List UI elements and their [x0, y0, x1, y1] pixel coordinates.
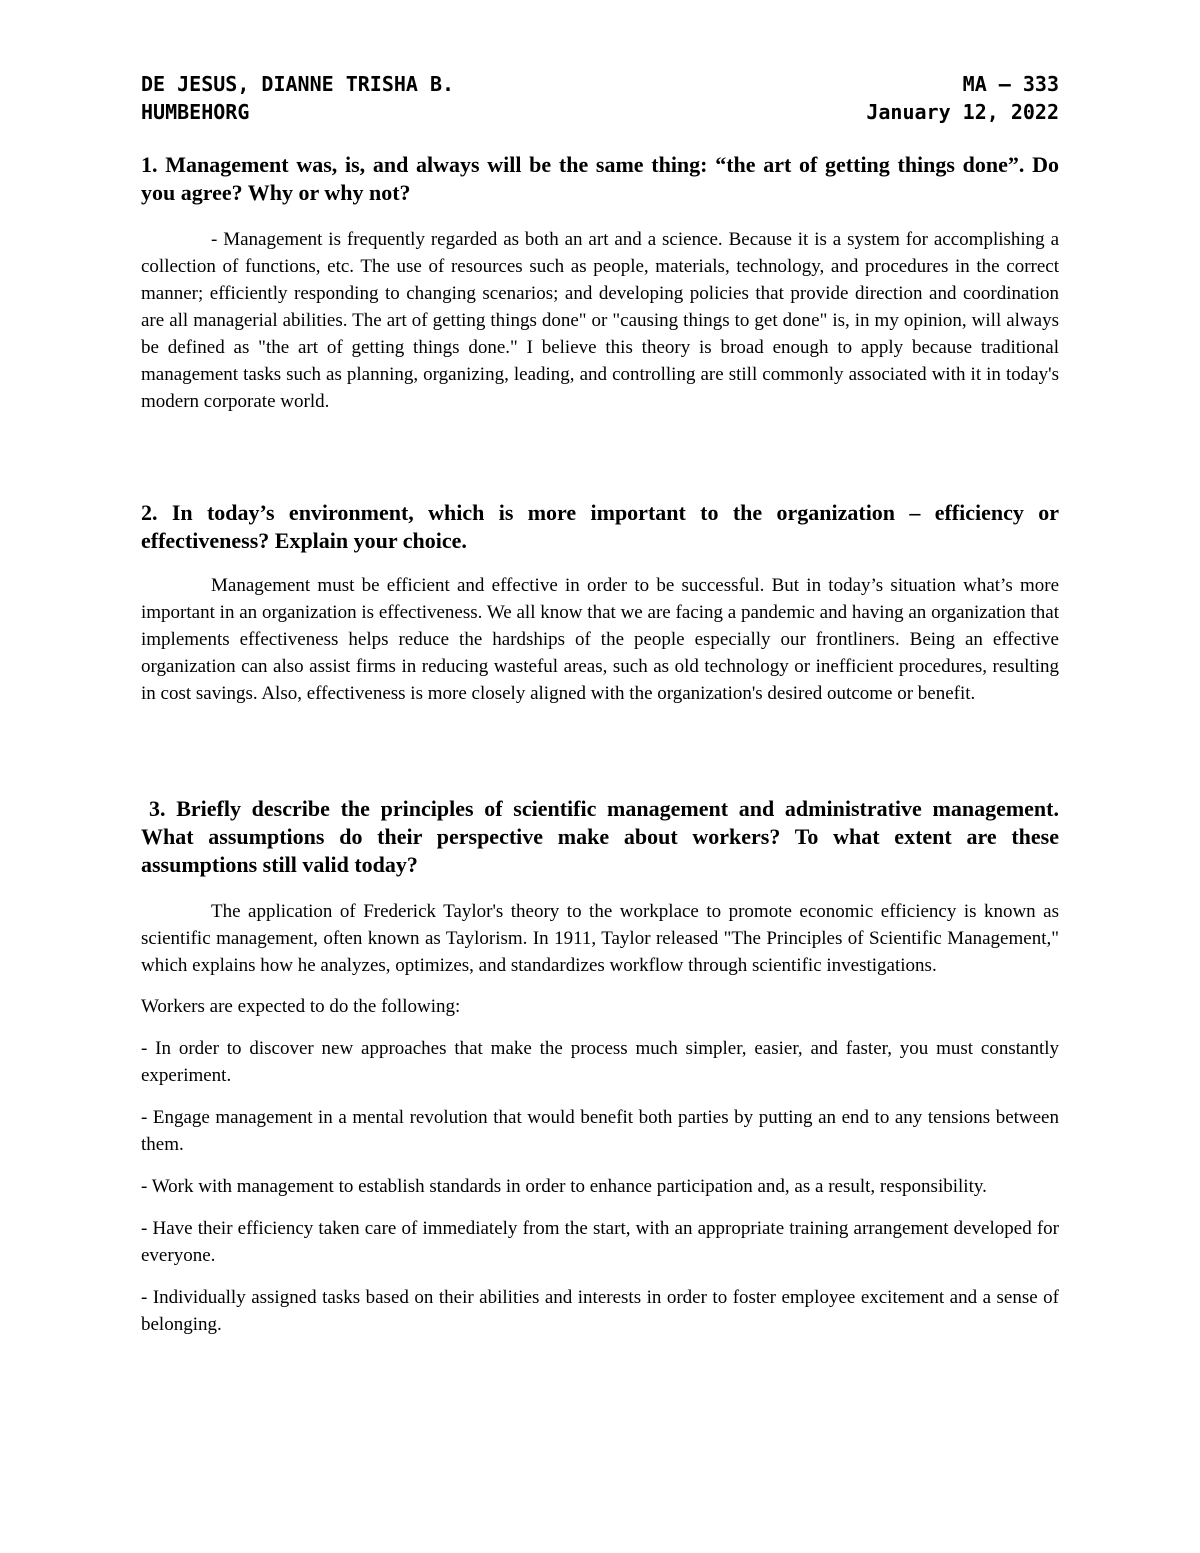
header-row-1 [141, 70, 1059, 98]
course-code: MA – 333 [962, 72, 1059, 96]
list-item: - Have their efficiency taken care of immediately from the start, with an appropriate training arrangement developed for everyone. [141, 1218, 1059, 1266]
document-date: January 12, 2022 [866, 100, 1059, 124]
section-1 [141, 151, 1059, 415]
section-3 [141, 795, 1059, 1338]
answer-3-paragraph: The application of Frederick Taylor's theory to the workplace to promote economic efficiency is known as scientific management, often known as Taylorism. In 1911, Taylor released "The Principles of Scientific Management," which explains how he analyzes, optimizes, and standardizes workflow through scientific investigations. [141, 901, 1059, 976]
section-2 [141, 499, 1059, 707]
list-item: - In order to discover new approaches that make the process much simpler, easier, and faster, you must constantly experiment. [141, 1038, 1059, 1086]
document-header [141, 70, 1059, 126]
answer-2-paragraph: Management must be efficient and effective in order to be successful. But in today’s situation what’s more important in an organization is effectiveness. We all know that we are facing a pandemic and having an organization that implements effectiveness helps reduce the hardships of the people especially our frontliners. Being an effective organization can also assist firms in reducing wasteful areas, such as old technology or inefficient procedures, resulting in cost savings. Also, effectiveness is more closely aligned with the organization's desired outcome or benefit. [141, 575, 1059, 704]
list-item: - Work with management to establish standards in order to enhance participation and, as a result, responsibility. [141, 1176, 987, 1197]
student-name: DE JESUS, DIANNE TRISHA B. [141, 72, 455, 96]
workers-intro: Workers are expected to do the following: [141, 996, 461, 1017]
header-row-2 [141, 98, 1059, 126]
question-1: 1. Management was, is, and always will be the same thing: “the art of getting things done”. Do you agree? Why or why not? [141, 152, 1059, 205]
section-name: HUMBEHORG [141, 100, 250, 124]
answer-1-paragraph: - Management is frequently regarded as both an art and a science. Because it is a system for accomplishing a collection of functions, etc. The use of resources such as people, materials, technology, and procedures in the correct manner; efficiently responding to changing scenarios; and developing policies that provide direction and coordination are all managerial abilities. The art of getting things done" or "causing things to get done" is, in my opinion, will always be defined as "the art of getting things done." I believe this theory is broad enough to apply because traditional management tasks such as planning, organizing, leading, and controlling are still commonly associated with it in today's modern corporate world. [141, 229, 1059, 412]
list-item: - Engage management in a mental revolution that would benefit both parties by putting an end to any tensions between them. [141, 1107, 1059, 1155]
question-3: 3. Briefly describe the principles of scientific management and administrative management. What assumptions do their perspective make about workers? To what extent are these assumptions still valid today? [141, 796, 1059, 877]
question-2: 2. In today’s environment, which is more important to the organization – efficiency or effectiveness? Explain your choice. [141, 500, 1059, 553]
list-item: - Individually assigned tasks based on their abilities and interests in order to foster employee excitement and a sense of belonging. [141, 1287, 1059, 1335]
